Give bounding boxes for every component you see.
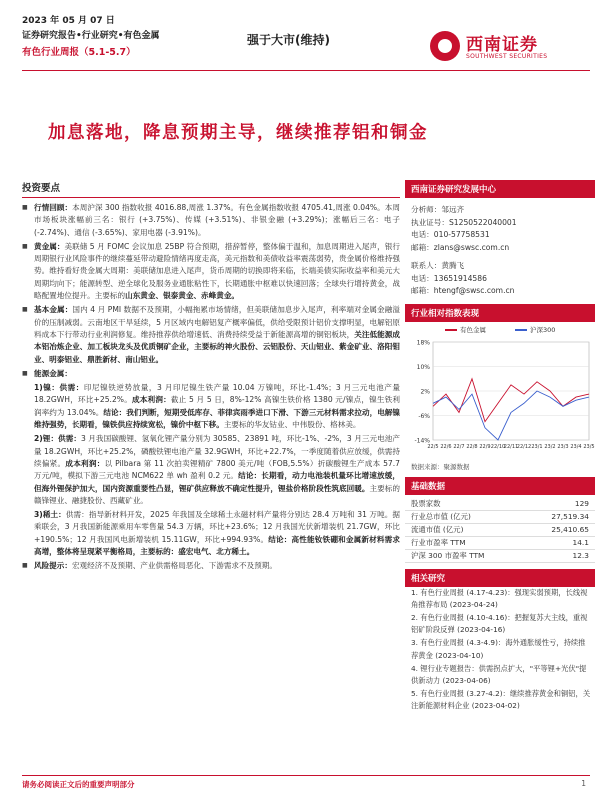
chart-source: 数据来源：聚源数据: [411, 462, 470, 471]
bullet-label: 能源金属：: [34, 368, 72, 378]
stat-value: 27,519.34: [551, 511, 589, 521]
stat-label: 沪深 300 市盈率 TTM: [411, 550, 485, 560]
industry-rating: 强于大市(维持): [247, 33, 330, 47]
stat-label: 股票家数: [411, 498, 441, 508]
sub-conclusion: 结论：长期看，动力电池装机量环比增速放缓，但海外锂保护加大，国内资源重要性凸显，锂矿供应释放不确定性提升，锂盐价格阶段性筑底回暖。: [34, 471, 401, 493]
y-tick-label: 18%: [416, 339, 430, 346]
footer-divider: [22, 775, 590, 776]
sub-label: 成本利润：: [65, 458, 105, 468]
table-row: [405, 523, 595, 536]
report-period: 有色行业周报（5.1-5.7）: [22, 47, 136, 58]
bullet-emphasis: 关注低能源成本铝冶炼企业、加工板块龙头及优质铜矿企业，主要标的神火股份、云铝股份、天山铝业、紫金矿业、洛阳钼业、明泰铝业、鼎胜新材、南山铝业。: [34, 329, 401, 364]
y-tick-label: -14%: [414, 437, 430, 444]
stats-box-title: 基础数据: [405, 477, 595, 495]
sub-label: 结论：: [268, 534, 292, 544]
y-tick-label: -6%: [418, 412, 430, 420]
sidebar: [405, 180, 595, 714]
x-tick-label: 22/12: [516, 443, 532, 450]
sub-label: 2)锂：供需：: [34, 434, 81, 444]
bullet-label: 行情回顾：: [34, 203, 73, 212]
energy-sub-lithium: [22, 433, 400, 507]
team-line: 执业证号：S1250522040001: [411, 217, 517, 227]
team-line: 分析师：邹远齐: [411, 205, 465, 214]
bullet-label: 基本金属：: [34, 305, 73, 315]
stat-label: 行业市盈率 TTM: [411, 537, 466, 547]
bullet-text: 国内 4 月 PMI 数据不及预期，小幅拖累市场情绪，但美联储加息步入尾声，利率端对金属金融溢价的压制减弱。云南地区干旱延续，5 月区域内电解铝复产概率偏低，供给受限预计铝价支撑明显，电解铝原料成本下行带动行业利润修复。维持推荐供给增速低、消费持续受益于新能源高增的铜铝板块，: [34, 305, 401, 339]
bullet-text: 本周沪深 300 指数收报 4016.88,周涨 1.37%。有色金属指数收报 4705.41,周涨 0.04%。本周市场板块涨幅前三名：银行 (+3.75%)、传媒 (+3.51%)、非银金融 (+3.29%)；涨幅后三名：电子 (-2.74%)、通信 (-3.65%)、家用电器 (-3.91%)。: [34, 203, 400, 237]
page-number: 1: [581, 779, 586, 788]
table-row: [405, 549, 595, 562]
sub-text: 以 Pilbara 第 11 次拍卖锂精矿 7800 美元/吨（FOB,5.5%）折碳酸锂生产成本 57.7 万元/吨，模拟下游三元电池 NCM622 单 wh 盈利 0.2 元。: [34, 458, 401, 481]
x-tick-label: 22/5: [427, 443, 439, 450]
x-tick-label: 22/8: [466, 443, 478, 450]
related-report-link[interactable]: 3. 有色行业周报 (4.3-4.9)：海外通胀缓性亏，持续推荐黄金 (2023-04-10): [411, 638, 586, 660]
team-line: 邮箱：htengf@swsc.com.cn: [411, 286, 515, 295]
x-tick-label: 22/10: [490, 443, 506, 450]
sub-conclusion: 高性能钕铁硼和金属新材料需求高增，整体将呈现紧平衡格局，主要标的：盛宏电气、北方稀土。: [34, 534, 400, 557]
x-tick-label: 22/6: [440, 443, 452, 450]
stat-value: 14.1: [572, 537, 589, 547]
bullet-emphasis: 山东黄金、银泰黄金、赤峰黄金。: [125, 291, 240, 301]
sub-text: 供需：指导新材料开发，2025 年我国及全球稀土永磁材料产量将分别达 28.4 万吨和 31 万吨。据乘联会，3 月我国新能源乘用车零售量 54.3 万辆，环比+23.6%；12 月我国光伏新增装机 21.7GW，环比+190.5%；12 月我国风电新增装机 15.11GW，环比+994.93%。: [34, 510, 400, 544]
x-tick-label: 23/5: [583, 443, 595, 450]
investment-summary: [22, 180, 400, 575]
y-tick-label: 10%: [416, 363, 430, 371]
stat-value: 129: [574, 498, 589, 508]
sub-conclusion: 结论：我们判断，短期受低库存、菲律宾雨季进口下滑、下游三元材料需求拉动，电解镍维持强势，长期看，镍铁供应持续宽松，镍价中枢下移。: [34, 407, 400, 430]
energy-sub-nickel: [22, 382, 400, 431]
x-tick-label: 23/2: [544, 443, 556, 450]
sub-label: 3)稀土：: [34, 510, 66, 520]
stat-label: 流通市值 (亿元): [411, 524, 464, 534]
related-box-title: 相关研究: [405, 569, 595, 587]
sub-text: 主要标的华友钴业、中伟股份、格林美。: [223, 420, 361, 430]
x-tick-label: 23/1: [531, 443, 543, 450]
x-tick-label: 22/11: [503, 443, 519, 450]
energy-sub-rare-earth: [22, 509, 400, 558]
stat-value: 25,410.65: [551, 524, 589, 534]
report-date: 2023 年 05 月 07 日: [22, 16, 115, 26]
sub-text: 印尼镍铁逆势放量，3 月印尼镍生铁产量 10.04 万镍吨，环比-1.4%；3 月三元电池产量 18.2GWH，环比+25.2%。: [34, 383, 400, 405]
chart-legend: [405, 322, 595, 336]
related-list: [405, 587, 595, 713]
relative-index-chart: [405, 336, 595, 456]
chart-box-title: 行业相对指数表现: [405, 304, 595, 322]
team-line: 电话：13651914586: [411, 273, 487, 283]
logo-mark-icon: [430, 31, 460, 61]
team-box-title: 西南证券研究发展中心: [405, 180, 595, 198]
y-tick-label: 2%: [420, 388, 430, 395]
x-tick-label: 22/7: [453, 443, 465, 450]
legend-item-csi300: 沪深300: [515, 325, 555, 334]
logo-en: SOUTHWEST SECURITIES: [466, 53, 548, 60]
logo-cn: 西南证券: [466, 35, 538, 55]
summary-bullet-market: [22, 202, 400, 239]
footer-disclaimer: 请务必阅读正文后的重要声明部分: [22, 780, 135, 789]
bullet-text: 美联储 5 月 FOMC 会议加息 25BP 符合预期，措辞暂停，整体偏于温和，加息周期进入尾声，银行周期银行业风险事件的继续蔓延带动避险情绪再度走高，美元指数和美债收益率震荡弱势，贵金属价格维持强势。维持看好贵金属大周期：美联储加息进入尾声，货币周期的切换即将来临，长端美债实际收益率和美元大周期均向下；能源转型、逆全球化及服务业通胀粘性下，长期通胀中枢难以快速回落；全球央行增持黄金，战略配置地位提升。主要标的: [34, 241, 401, 301]
related-report-link[interactable]: 4. 锂行业专题报告：供需拐点扩大，"平等锂+光伏"提供新动力 (2023-04-06): [411, 663, 587, 685]
summary-bullet-base-metals: [22, 304, 400, 365]
sub-label: 1)镍：供需：: [34, 383, 84, 393]
header-divider: [22, 70, 590, 71]
x-tick-label: 23/3: [557, 443, 569, 450]
x-tick-label: 23/4: [570, 443, 582, 450]
summary-bullet-energy-metals: [22, 368, 400, 380]
team-line: 联系人：黄腾飞: [411, 261, 465, 270]
stat-value: 12.3: [572, 550, 589, 560]
sub-text: 截止 5 月 5 日，8%-12% 高镍生铁价格 1380 元/镍点，镍生铁利润率约为 13.04%。: [34, 395, 401, 417]
series-line-0: [433, 378, 589, 421]
summary-bullet-risk: [22, 560, 400, 572]
report-title: 加息落地，降息预期主导，继续推荐铝和铜金: [48, 123, 428, 143]
stat-label: 行业总市值 (亿元): [411, 511, 471, 521]
table-row: [405, 536, 595, 549]
team-line: 电话：010-57758531: [411, 230, 490, 239]
bullet-text: 宏观经济不及预期、产业供需格局恶化、下游需求不及预期。: [71, 561, 277, 571]
x-tick-label: 22/9: [479, 443, 491, 450]
report-type: 证券研究报告•行业研究•有色金属: [22, 31, 160, 41]
table-row: [405, 510, 595, 523]
bullet-label: 黄金属：: [34, 241, 65, 251]
related-report-link[interactable]: 5. 有色行业周报 (3.27-4.2)：继续推荐黄金和铜铝，关注新能源材料企业 (2023-04-02): [411, 689, 591, 711]
summary-bullet-precious: [22, 241, 400, 302]
team-line: 邮箱：zlans@swsc.com.cn: [411, 242, 510, 252]
summary-section-title: 投资要点: [22, 180, 400, 198]
table-row: [405, 498, 595, 511]
related-report-link[interactable]: 2. 有色行业周报 (4.10-4.16)：把握复苏大主线，重视铝矿阶段反弹 (2023-04-16): [411, 612, 588, 635]
stats-table: [405, 498, 595, 563]
sub-label: 成本利润：: [131, 395, 171, 405]
company-logo: [430, 30, 590, 72]
sub-text: 主要标的赣锋锂业、融捷股份、西藏矿业。: [34, 483, 401, 505]
legend-item-industry: 有色金属: [445, 325, 486, 334]
bullet-label: 风险提示：: [34, 561, 72, 571]
related-report-link[interactable]: 1. 有色行业周报 (4.17-4.23)：强现实弱预期，长线视角推荐布局 (2023-04-24): [411, 587, 588, 609]
sub-text: 3 月我国碳酸锂、氢氧化锂产量分别为 30585、23891 吨，环比-1%、-2%，3 月三元电池产量 18.2GWH，环比+25.2%，磷酸铁锂电池产量 32.9GWH，环比+22.7%，一季度随着供应放缓，供需持续偏紧。: [34, 434, 400, 468]
